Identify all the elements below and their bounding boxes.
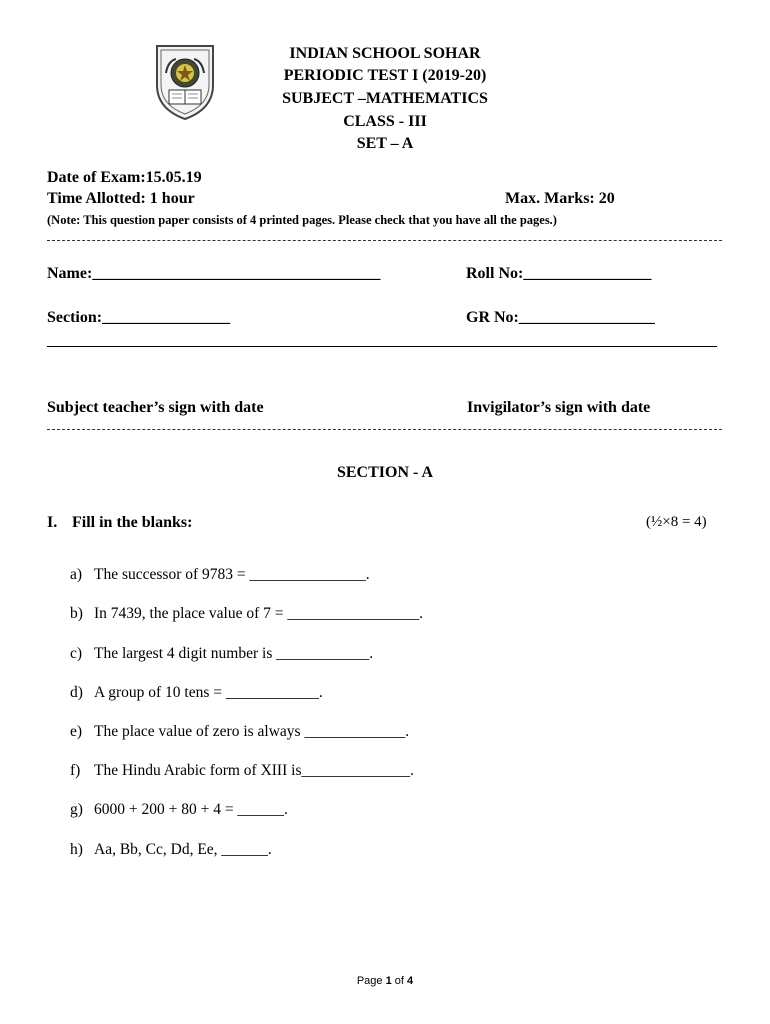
- item-label: a): [70, 566, 83, 583]
- set-title: SET – A: [356, 135, 414, 152]
- item-text: Aa, Bb, Cc, Dd, Ee, ______.: [94, 841, 272, 858]
- exam-date: Date of Exam:15.05.19: [47, 169, 202, 186]
- item-text: 6000 + 200 + 80 + 4 = ______.: [94, 801, 288, 818]
- divider: [47, 429, 722, 430]
- pages-note: (Note: This question paper consists of 4 printed pages. Please check that you have all the pages.): [47, 213, 557, 227]
- list-item: [70, 566, 370, 584]
- item-text: The successor of 9783 = _______________.: [94, 566, 370, 583]
- subject-title: SUBJECT –MATHEMATICS: [282, 90, 488, 107]
- page-footer: [0, 975, 770, 987]
- section-heading: SECTION - A: [336, 464, 434, 481]
- class-title: CLASS - III: [343, 113, 427, 130]
- item-label: g): [70, 801, 83, 818]
- item-text: The Hindu Arabic form of XIII is______________.: [94, 762, 414, 779]
- invigilator-sign-label: Invigilator’s sign with date: [467, 399, 651, 416]
- time-allotted: Time Allotted: 1 hour: [47, 190, 195, 207]
- divider: [47, 240, 722, 241]
- section-field: Section:________________: [47, 309, 231, 326]
- page-prefix: Page: [356, 975, 386, 987]
- item-label: d): [70, 684, 83, 701]
- item-label: f): [70, 762, 81, 779]
- list-item: [70, 801, 288, 819]
- list-item: [70, 841, 272, 859]
- item-text: The place value of zero is always _____________.: [94, 723, 410, 740]
- roll-no-field: Roll No:________________: [466, 265, 652, 282]
- gr-no-field: GR No:_________________: [466, 309, 655, 326]
- question-marks: (½×8 = 4): [646, 514, 707, 530]
- list-item: [70, 605, 423, 623]
- item-text: In 7439, the place value of 7 = _________________.: [94, 605, 424, 622]
- page-of: of: [391, 975, 408, 987]
- list-item: [70, 762, 414, 780]
- teacher-sign-label: Subject teacher’s sign with date: [47, 399, 264, 416]
- page-total: 4: [407, 975, 414, 987]
- item-text: The largest 4 digit number is ____________.: [94, 645, 374, 662]
- list-item: [70, 723, 409, 741]
- item-text: A group of 10 tens = ____________.: [94, 684, 323, 701]
- item-label: c): [70, 645, 83, 662]
- item-label: e): [70, 723, 83, 740]
- school-logo-icon: [154, 43, 216, 121]
- item-label: b): [70, 605, 83, 622]
- page-current: 1: [385, 975, 392, 987]
- school-name: INDIAN SCHOOL SOHAR: [289, 45, 481, 62]
- list-item: [70, 645, 373, 663]
- test-title: PERIODIC TEST I (2019-20): [283, 67, 487, 84]
- question-number: I.: [47, 514, 58, 531]
- item-label: h): [70, 841, 83, 858]
- question-title: Fill in the blanks:: [72, 514, 193, 531]
- divider: [47, 346, 717, 347]
- name-field: Name:____________________________________: [47, 265, 381, 282]
- max-marks: Max. Marks: 20: [505, 190, 615, 207]
- list-item: [70, 684, 323, 702]
